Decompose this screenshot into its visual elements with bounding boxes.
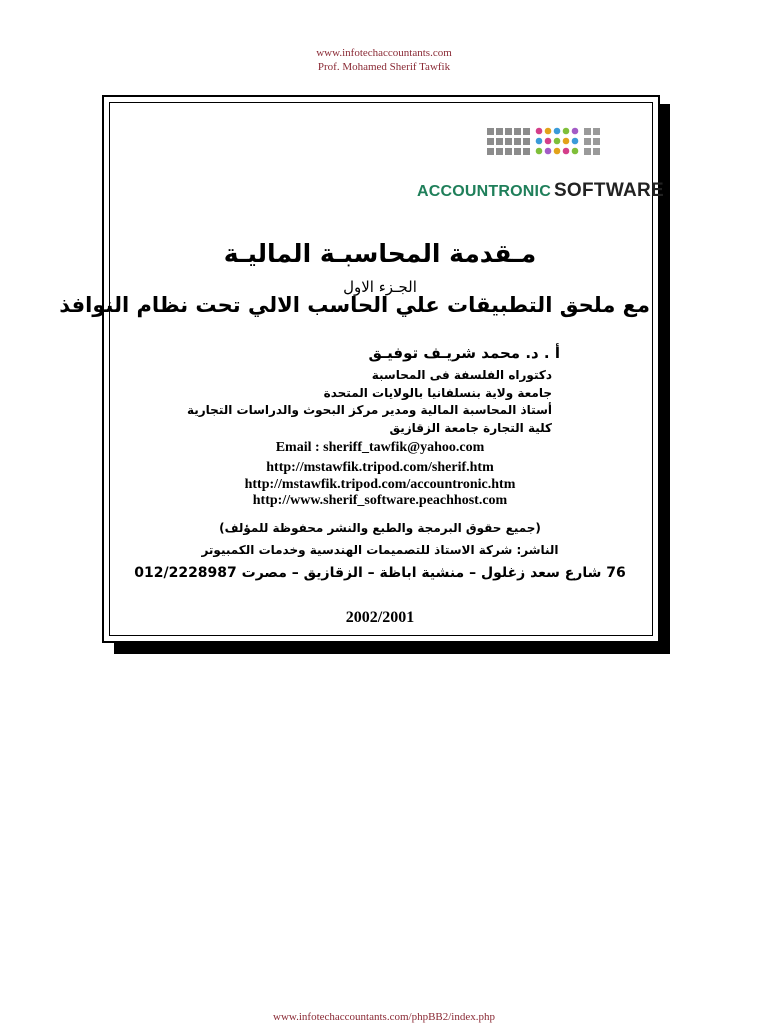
- author-email: Email : sheriff_tawfik@yahoo.com: [275, 440, 485, 455]
- book-title: مـقدمة المحاسبـة الماليـة: [223, 239, 537, 268]
- author-credential: أستاذ المحاسبة المالية ومدير مركز البحوث والدراسات التجارية: [186, 403, 552, 417]
- accountronic-logo-text: [417, 180, 665, 206]
- author-url: http://www.sherif_software.peachhost.com: [252, 493, 508, 508]
- book-subtitle: مع ملحق التطبيقات علي الحاسب الالي تحت نظام النوافذ: [59, 293, 650, 317]
- copyright-notice: (جميع حقوق البرمجة والطبع والنشر محفوظة للمؤلف): [219, 521, 541, 535]
- author-credential: كلية التجارة جامعة الزقازيق: [389, 421, 552, 435]
- header-author: Prof. Mohamed Sherif Tawfik: [317, 61, 451, 73]
- publisher-address: 76 شارع سعد زغلول – منشية اباظة – الزقازيق – مصرت 012/2228987: [134, 565, 626, 581]
- logo-brand-part2: SOFTWARE: [553, 180, 665, 201]
- footer-link[interactable]: www.infotechaccountants.com/phpBB2/index.php: [273, 1011, 495, 1023]
- author-url: http://mstawfik.tripod.com/accountronic.htm: [244, 477, 516, 492]
- author-credential: دكتوراه الفلسفة فى المحاسبة: [371, 368, 552, 382]
- publication-year: 2002/2001: [345, 609, 415, 626]
- author-name: أ . د. محمد شريـف توفيـق: [368, 344, 560, 362]
- page-header: [0, 46, 768, 74]
- publisher-line: الناشر: شركة الاستاذ للتصميمات الهندسية وخدمات الكمبيوتر: [201, 543, 559, 557]
- book-part: الجـزء الاول: [343, 278, 417, 296]
- author-url: http://mstawfik.tripod.com/sherif.htm: [266, 460, 494, 475]
- logo-brand-part1: ACCOUNTRONIC: [417, 183, 551, 200]
- header-website[interactable]: www.infotechaccountants.com: [316, 47, 452, 59]
- author-credential: جامعة ولاية بنسلفانيا بالولايات المتحدة: [323, 386, 552, 400]
- accountronic-logo-icon: [487, 126, 623, 160]
